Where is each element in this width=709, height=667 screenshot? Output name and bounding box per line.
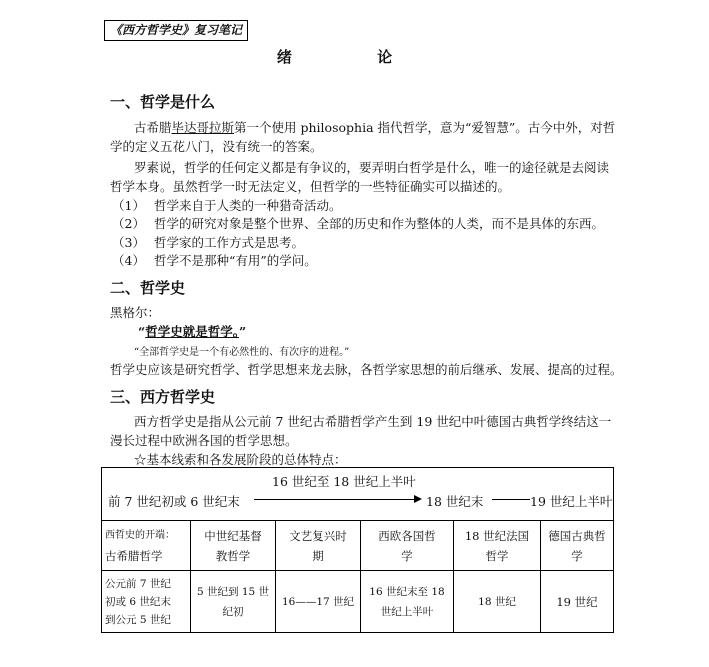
page-title: 绪 论	[276, 48, 433, 66]
section1-para1	[134, 118, 615, 136]
period-line: 纪初	[222, 605, 244, 618]
para1-prefix: 古希腊	[134, 120, 172, 135]
quote-text: 哲学史就是哲学。	[145, 324, 239, 339]
stage-name-line: 哲学	[485, 548, 509, 563]
table-cell	[454, 521, 541, 571]
first-period-line: 初或 6 世纪末	[105, 595, 171, 608]
list-item-text: 哲学来自于人类的一种猎奇活动。	[154, 198, 342, 213]
stage-name-line: 学	[401, 548, 413, 563]
table-cell	[541, 571, 614, 633]
para1-rest: 第一个使用 philosophia 指代哲学，意为“爱智慧”。古今中外，对哲	[234, 120, 616, 135]
list-item-text: 哲学不是那种“有用”的学问。	[154, 253, 317, 268]
quote-open: “	[138, 324, 146, 339]
period-line: 5 世纪到 15 世	[196, 585, 270, 598]
stage-name-line: 中世纪基督	[204, 528, 262, 543]
timeline-line	[254, 499, 414, 500]
first-period-line: 到公元 5 世纪	[105, 613, 171, 626]
first-period-line: 公元前 7 世纪	[105, 577, 171, 590]
table-row	[102, 571, 614, 633]
table-cell	[361, 521, 454, 571]
table-cell	[191, 571, 276, 633]
list-item-number: （1）	[112, 198, 145, 213]
section1-heading: 一、哲学是什么	[110, 93, 216, 111]
list-item-number: （2）	[112, 216, 145, 231]
table-cell	[361, 571, 454, 633]
table-cell	[276, 521, 361, 571]
table-cell	[102, 521, 191, 571]
stages-table	[101, 520, 614, 633]
stage-name-line: 西欧各国哲	[378, 528, 436, 543]
table-cell	[102, 571, 191, 633]
period-line: 16 世纪末至 18	[369, 585, 445, 598]
section3-para-line1: 西方哲学史是指从公元前 7 世纪古希腊哲学产生到 19 世纪中叶德国古典哲学终结这一	[134, 414, 612, 429]
timeline-start: 前 7 世纪初或 6 世纪末	[108, 494, 240, 509]
stage-name-line: 期	[312, 548, 324, 563]
stage-name-line: 德国古典哲	[548, 528, 606, 543]
list-item-number: （3）	[112, 235, 145, 250]
timeline-end: 19 世纪上半叶	[530, 494, 613, 509]
small-quote: “全部哲学史是一个有必然性的、有次序的进程。”	[134, 347, 350, 358]
section1-para2-line1: 罗素说，哲学的任何定义都是有争议的，要弄明白哲学是什么，唯一的途径就是去阅读	[134, 160, 610, 175]
period-line: 18 世纪	[478, 595, 516, 608]
timeline-top-label: 16 世纪至 18 世纪上半叶	[272, 474, 416, 489]
first-stage-name: 古希腊哲学	[105, 548, 163, 563]
section3-heading: 三、西方哲学史	[110, 388, 216, 406]
section3-para-line2: 漫长过程中欧洲各国的哲学思想。	[110, 433, 298, 448]
hegel-quote	[138, 322, 246, 340]
timeline-line	[492, 499, 530, 500]
list-item-text: 哲学家的工作方式是思考。	[154, 235, 305, 250]
list-item-text: 哲学的研究对象是整个世界、全部的历史和作为整体的人类，而不是具体的东西。	[154, 216, 605, 231]
pythagoras-name: 毕达哥拉斯	[171, 120, 235, 135]
section1-para1-line2: 学的定义五花八门，没有统一的答案。	[110, 139, 323, 154]
arrow-right-icon	[414, 495, 422, 503]
stage-name-line: 文艺复兴时	[289, 528, 347, 543]
period-line: 16——17 世纪	[281, 595, 355, 608]
quote-close: ”	[238, 324, 247, 339]
first-stage-label: 西哲史的开端：	[105, 529, 175, 541]
hegel-label: 黑格尔：	[110, 305, 161, 320]
table-cell	[276, 571, 361, 633]
timeline-box	[101, 467, 614, 521]
section3-note: ☆基本线索和各发展阶段的总体特点：	[134, 452, 347, 467]
list-item-number: （4）	[112, 253, 145, 268]
section2-heading: 二、哲学史	[110, 279, 186, 297]
section1-para2-line2: 哲学本身。虽然哲学一时无法定义，但哲学的一些特征确实可以描述的。	[110, 179, 511, 194]
stage-name-line: 学	[571, 548, 583, 563]
stage-name-line: 教哲学	[215, 548, 251, 563]
table-cell	[541, 521, 614, 571]
period-line: 世纪上半叶	[380, 605, 434, 618]
doc-header: 《西方哲学史》复习笔记	[104, 20, 248, 41]
section2-summary: 哲学史应该是研究哲学、哲学思想来龙去脉，各哲学家思想的前后继承、发展、提高的过程。	[110, 362, 623, 377]
table-cell	[454, 571, 541, 633]
period-line: 19 世纪	[556, 594, 598, 609]
table-row	[102, 521, 614, 571]
table-cell	[191, 521, 276, 571]
timeline-mid: 18 世纪末	[426, 494, 484, 509]
stage-name-line: 18 世纪法国	[464, 528, 530, 543]
